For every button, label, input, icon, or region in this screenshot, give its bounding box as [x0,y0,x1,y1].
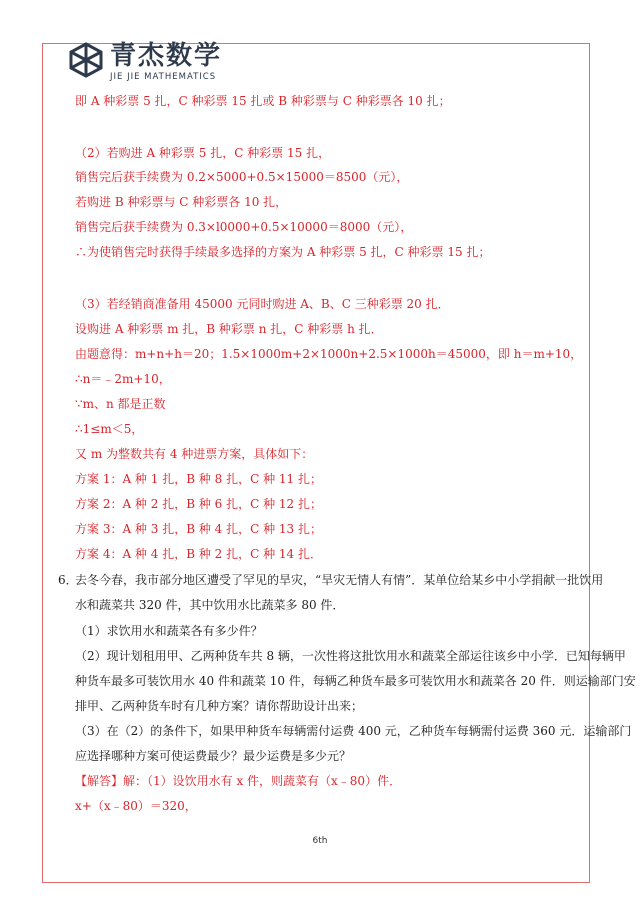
question-line: 排甲、乙两种货车时有几种方案？请你帮助设计出来； [75,699,364,713]
solution-line: 销售完后获手续费为 0.2×5000+0.5×15000＝8500（元）， [75,170,409,184]
question-line: （3）在（2）的条件下，如果甲种货车每辆需付运费 400 元，乙种货车每辆需付运费 360 元．运输部门 [75,724,632,738]
plan-line: 方案 1：A 种 1 扎，B 种 8 扎，C 种 11 扎； [75,472,322,486]
solution-line: 由题意得：m+n+h＝20；1.5×1000m+2×1000n+2.5×1000h＝45000，即 h＝m+10， [75,347,583,361]
page-number: 6th [312,836,328,846]
solution-line: ∴n＝﹣2m+10， [75,372,171,386]
solution-line: ∴1≤m＜5， [75,422,144,436]
plan-line: 方案 2：A 种 2 扎，B 种 6 扎，C 种 12 扎； [75,497,322,511]
question-line: 去冬今春，我市部分地区遭受了罕见的旱灾，“旱灾无情人有情”．某单位给某乡中小学捐献一批饮用 [75,573,604,587]
plan-line: 方案 4：A 种 4 扎，B 种 2 扎，C 种 14 扎． [75,547,322,561]
solution-line: 若购进 B 种彩票与 C 种彩票各 10 扎， [75,195,288,209]
logo-cube-icon [68,42,104,78]
solution-line: （3）若经销商准备用 45000 元同时购进 A、B、C 三种彩票 20 扎． [75,297,450,311]
answer-line: x+（x﹣80）＝320， [75,799,197,813]
solution-line: ∵m、n 都是正数 [75,397,166,411]
solution-line: 销售完后获手续费为 0.3×l0000+0.5×10000＝8000（元）， [75,220,413,234]
question-line: （2）现计划租用甲、乙两种货车共 8 辆，一次性将这批饮用水和蔬菜全部运往该乡中小学．已知每辆甲 [75,649,626,663]
question-line: 种货车最多可装饮用水 40 件和蔬菜 10 件，每辆乙种货车最多可装饮用水和蔬菜各 20 件．则运输部门安 [75,674,636,688]
question-line: 应选择哪种方案可使运费最少？最少运费是多少元？ [75,749,352,763]
logo-english-text: JIE JIE MATHEMATICS [110,72,217,82]
question-number: 6． [58,573,78,587]
plan-line: 方案 3：A 种 3 扎，B 种 4 扎，C 种 13 扎； [75,522,322,536]
question-line: 水和蔬菜共 320 件，其中饮用水比蔬菜多 80 件． [75,598,345,612]
question-line: （1）求饮用水和蔬菜各有多少件？ [75,624,263,638]
solution-line: 即 A 种彩票 5 扎，C 种彩票 15 扎或 B 种彩票与 C 种彩票各 10 扎； [75,94,451,108]
solution-line: 设购进 A 种彩票 m 扎，B 种彩票 n 扎，C 种彩票 h 扎． [75,322,383,336]
logo-chinese-text: 青杰数学 [110,41,223,71]
solution-line: （2）若购进 A 种彩票 5 扎，C 种彩票 15 扎， [75,146,331,160]
solution-line: 又 m 为整数共有 4 种进票方案，具体如下： [75,447,314,461]
solution-line: ∴为使销售完时获得手续最多选择的方案为 A 种彩票 5 扎，C 种彩票 15 扎； [75,245,491,259]
logo [68,42,222,86]
answer-line: 【解答】解：（1）设饮用水有 x 件，则蔬菜有（x﹣80）件． [75,774,402,788]
